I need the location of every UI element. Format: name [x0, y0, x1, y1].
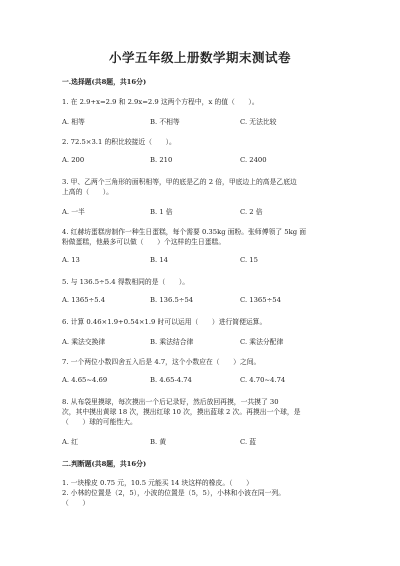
question-7-options: [62, 376, 348, 386]
option-c: C. 1365÷54: [240, 296, 281, 304]
option-b: B. 136.5÷54: [150, 296, 194, 304]
option-b: B. 不相等: [150, 118, 180, 126]
option-b: B. 210: [150, 156, 173, 164]
judge-2-stem-line-1: 2. 小林的位置是（2，5），小波的位置是（5，5），小林和小波在同一列。: [62, 489, 286, 497]
page-title: 小学五年级上册数学期末测试卷: [108, 50, 291, 65]
section-heading-judge: 二.判断题(共8题，共16分): [62, 460, 147, 468]
question-1-options: [62, 116, 348, 126]
option-b: B. 14: [150, 256, 168, 264]
option-c: C. 2 倍: [240, 208, 263, 216]
question-8-options: [62, 436, 348, 446]
option-c: C. 无法比较: [240, 118, 277, 126]
question-4-stem-line-1: 4. 红赫坊蛋糕房制作一种生日蛋糕，每个需要 0.35kg 面粉。张师傅领了 5kg 面: [62, 228, 306, 236]
question-8-stem-line-3: （ ）球的可能性大。: [62, 418, 137, 426]
judge-1-stem: 1. 一块橡皮 0.75 元，10.5 元能买 14 块这样的橡皮。（ ）: [62, 479, 253, 487]
option-a: A. 4.65~4.69: [62, 376, 108, 384]
question-1-stem: 1. 在 2.9+x=2.9 和 2.9x=2.9 这两个方程中，x 的值（ ）。: [62, 98, 259, 106]
judge-2-stem-line-2: （ ）: [62, 499, 90, 507]
option-a: A. 200: [62, 156, 85, 164]
question-8-stem-line-1: 8. 从布袋里摸球，每次摸出一个后记录好，然后放回再摸，一共摸了 30: [62, 398, 279, 406]
option-c: C. 4.70~4.74: [240, 376, 286, 384]
question-3-stem-line-1: 3. 甲、乙两个三角形的面积相等，甲的底是乙的 2 倍，甲底边上的高是乙底边: [62, 178, 297, 186]
question-6-options: [62, 336, 348, 346]
question-2-options: [62, 156, 348, 166]
question-7-stem: 7. 一个两位小数四舍五入后是 4.7，这个小数应在（ ）之间。: [62, 358, 261, 366]
option-b: B. 4.65-4.74: [150, 376, 192, 384]
question-4-stem-line-2: 粉做蛋糕，他最多可以做（ ）个这样的生日蛋糕。: [62, 238, 226, 246]
question-4-options: [62, 256, 348, 266]
question-3-stem-line-2: 上高的（ ）。: [62, 188, 113, 196]
question-2-stem: 2. 72.5×3.1 的积比较接近（ ）。: [62, 138, 176, 146]
question-8-stem-line-2: 次，其中摸出黄球 18 次，摸出红球 10 次，摸出蓝球 2 次。再摸出一个球，是: [62, 408, 301, 416]
section-heading-choice: 一.选择题(共8题，共16分): [62, 78, 147, 86]
question-3-options: [62, 206, 348, 216]
option-a: A. 1365÷5.4: [62, 296, 106, 304]
question-6-stem: 6. 计算 0.46×1.9+0.54×1.9 时可以运用（ ）进行简便运算。: [62, 318, 267, 326]
option-b: B. 1 倍: [150, 208, 173, 216]
option-c: C. 15: [240, 256, 258, 264]
option-a: A. 13: [62, 256, 80, 264]
option-a: A. 一半: [62, 208, 85, 216]
option-c: C. 乘法分配律: [240, 338, 284, 346]
option-a: A. 相等: [62, 118, 85, 126]
option-c: C. 蓝: [240, 438, 257, 446]
question-5-options: [62, 296, 348, 306]
question-5-stem: 5. 与 136.5÷5.4 得数相同的是（ ）。: [62, 278, 190, 286]
option-b: B. 黄: [150, 438, 167, 446]
option-c: C. 2400: [240, 156, 267, 164]
option-b: B. 乘法结合律: [150, 338, 194, 346]
option-a: A. 乘法交换律: [62, 338, 106, 346]
option-a: A. 红: [62, 438, 79, 446]
